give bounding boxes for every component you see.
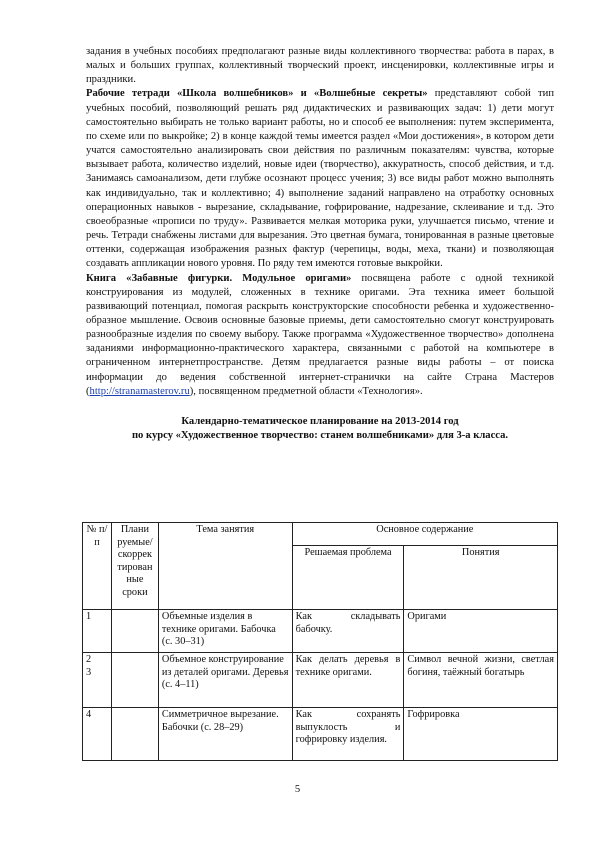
workbooks-title: Рабочие тетради «Школа волшебников» и «Волшебные секреты»	[86, 88, 428, 100]
header-planned-dates: Плани руемые/ скоррек тирован ные сроки	[111, 523, 158, 610]
row-topic: Объемное конструирование из деталей оригами. Деревья (с. 4–11)	[158, 653, 292, 708]
header-problem: Решаемая проблема	[292, 546, 404, 610]
row-num: 2 3	[83, 653, 112, 708]
row-topic: Симметричное вырезание. Бабочки (с. 28–29)	[158, 708, 292, 761]
paragraph-workbooks	[86, 87, 554, 271]
plan-heading-line1: Календарно-тематическое планирование на 2013-2014 год	[181, 415, 459, 427]
page-number: 5	[294, 784, 301, 795]
row-topic: Объемные изделия в технике оригами. Бабочка (с. 30–31)	[158, 610, 292, 653]
stranamasterov-link[interactable]: http://stranamasterov.ru	[89, 385, 190, 397]
header-concepts: Понятия	[404, 546, 558, 610]
row-concepts: Гофрировка	[404, 708, 558, 761]
row-dates	[111, 708, 158, 761]
row-concepts: Символ вечной жизни, светлая богиня, таёжный богатырь	[404, 653, 558, 708]
header-topic: Тема занятия	[158, 523, 292, 610]
row-num: 4	[83, 708, 112, 761]
origami-book-text-end: ), посвященном предметной области «Технология».	[189, 385, 423, 397]
row-problem: Как делать деревья в технике оригами.	[292, 653, 404, 708]
paragraph-origami-book	[86, 272, 554, 399]
row-num: 1	[83, 610, 112, 653]
row-dates	[111, 653, 158, 708]
row-problem: Как сохранять выпуклость и гофрировку изделия.	[292, 708, 404, 761]
header-main-content: Основное содержание	[292, 523, 557, 546]
paragraph-collective-work: задания в учебных пособиях предполагают разные виды коллективного творчества: работа в парах, в малых и больших группах, коллективный творческий проект, инсценировки, коллективные игры и праздники.	[86, 46, 554, 86]
origami-book-title: Книга «Забавные фигурки. Модульное оригами»	[86, 272, 352, 284]
row-concepts: Оригами	[404, 610, 558, 653]
workbooks-text: представляют собой тип учебных пособий, позволяющий решать ряд дидактических и развивающих задач: 1) дети могут самостоятельно выбирать не только вариант работы, но и способ ее выполнения: путем эксперимента, по схеме или по выкройке; 2) в конце каждой темы имеется раздел «Мои достижения», в котором дети учатся самостоятельно анализировать свои действия по различным показателям: чувства, которые вызывает работа, количество изделий, новые идеи (творчество), аккуратность, способ действия, и т.д. Занимаясь самоанализом, дети глубже осознают процесс учения; 3) все виды работ можно выполнять как индивидуально, так и коллективно; 4) выполнение заданий направлено на отработку основных операционных навыков - вырезание, складывание, гофрирование, надрезание, склеивание и т.д. Это своеобразные «прописи по труду». Развивается мелкая моторика руки, улучшается письмо, чтение и речь. Тетради снабжены листами для вырезания. Это цветная бумага, тонированная в разные цветовые оттенки, содержащая изображения разных фактур (черепицы, воды, меха, ткани) и позволяющая создавать аппликации нового уровня. По ряду тем имеются готовые выкройки.	[86, 88, 554, 270]
header-num: № п/п	[83, 523, 112, 610]
row-problem: Как складывать бабочку.	[292, 610, 404, 653]
table-row	[83, 653, 558, 708]
table-row	[83, 708, 558, 761]
origami-book-text: посвящена работе с одной техникой конструирования из модулей, сложенных в технике оригами. Эта техника имеет большой развивающий потенциал, помогая раскрыть конструкторские способности ребенка и художественно-образное мышление. Освоив основные базовые приемы, дети самостоятельно смогут конструировать разнообразные изделия по своему выбору. Также программа «Художественное творчество» дополнена заданиями информационно-практического характера, связанными с работой на компьютере в ограниченном интернетпространстве. Детям предлагается разные виды работы – от поиска информации до ведения собственной интернет-странички на сайте Страна Мастеров (	[86, 272, 554, 397]
plan-table	[82, 522, 558, 761]
plan-heading-line2: по курсу «Художественное творчество: станем волшебниками» для 3-а класса.	[131, 429, 509, 441]
page-body	[86, 45, 554, 443]
row-dates	[111, 610, 158, 653]
table-row	[83, 610, 558, 653]
